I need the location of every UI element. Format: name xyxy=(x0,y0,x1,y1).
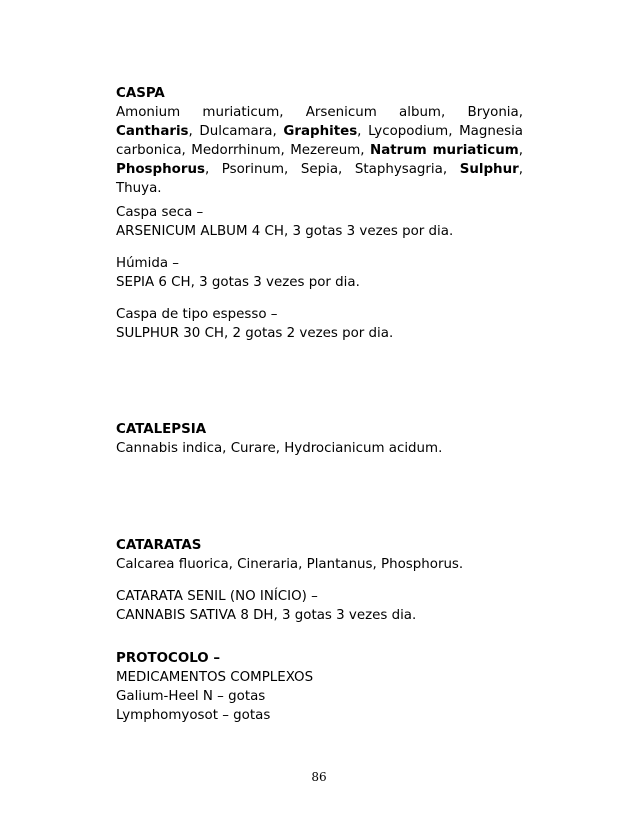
remedy-name-bold: Phosphorus xyxy=(116,162,205,177)
cataratas-remedy-list: Calcarea fluorica, Cineraria, Plantanus, Phosphorus. xyxy=(116,557,464,572)
remedy-name-bold: Graphites xyxy=(283,124,358,139)
remedy-name-bold: Natrum muriaticum xyxy=(370,143,519,158)
protocolo-subtitle: MEDICAMENTOS COMPLEXOS xyxy=(116,670,314,685)
remedy-text: , xyxy=(518,143,523,158)
remedy-name-bold: Cantharis xyxy=(116,124,189,139)
catalepsia-remedy-list: Cannabis indica, Curare, Hydrocianicum acidum. xyxy=(116,441,443,456)
catarata-senil-dose: CANNABIS SATIVA 8 DH, 3 gotas 3 vezes dia. xyxy=(116,608,417,623)
remedy-text: , Thuya. xyxy=(116,162,523,196)
remedy-text: Arsenicum album, xyxy=(305,105,468,120)
caspa-umida-dose: SEPIA 6 CH, 3 gotas 3 vezes por dia. xyxy=(116,275,360,290)
caspa-seca-label: Caspa seca – xyxy=(116,205,204,220)
remedy-text: , Psorinum, Sepia, Staphysagria, xyxy=(204,162,460,177)
remedy-text: Bryonia, xyxy=(467,105,523,120)
caspa-remedy-list xyxy=(116,103,523,198)
page-number: 86 xyxy=(311,770,327,784)
remedy-text: , Lycopodium, Magnesia carbonica, Medorrhinum, Mezereum, xyxy=(116,124,523,158)
protocolo-item: Lymphomyosot – gotas xyxy=(116,708,271,723)
protocolo-heading: PROTOCOLO – xyxy=(116,651,221,666)
caspa-heading: CASPA xyxy=(116,86,165,101)
catalepsia-heading: CATALEPSIA xyxy=(116,422,207,437)
caspa-espesso-dose: SULPHUR 30 CH, 2 gotas 2 vezes por dia. xyxy=(116,326,394,341)
catarata-senil-label: CATARATA SENIL (NO INÍCIO) – xyxy=(116,589,318,604)
protocolo-item: Galium-Heel N – gotas xyxy=(116,689,266,704)
cataratas-heading: CATARATAS xyxy=(116,538,202,553)
caspa-espesso-label: Caspa de tipo espesso – xyxy=(116,307,278,322)
remedy-name-bold: Sulphur xyxy=(459,162,519,177)
remedy-text: , Dulcamara, xyxy=(188,124,284,139)
caspa-seca-dose: ARSENICUM ALBUM 4 CH, 3 gotas 3 vezes por dia. xyxy=(116,224,454,239)
caspa-umida-label: Húmida – xyxy=(116,256,179,271)
remedy-text: Amonium muriaticum, xyxy=(116,105,306,120)
